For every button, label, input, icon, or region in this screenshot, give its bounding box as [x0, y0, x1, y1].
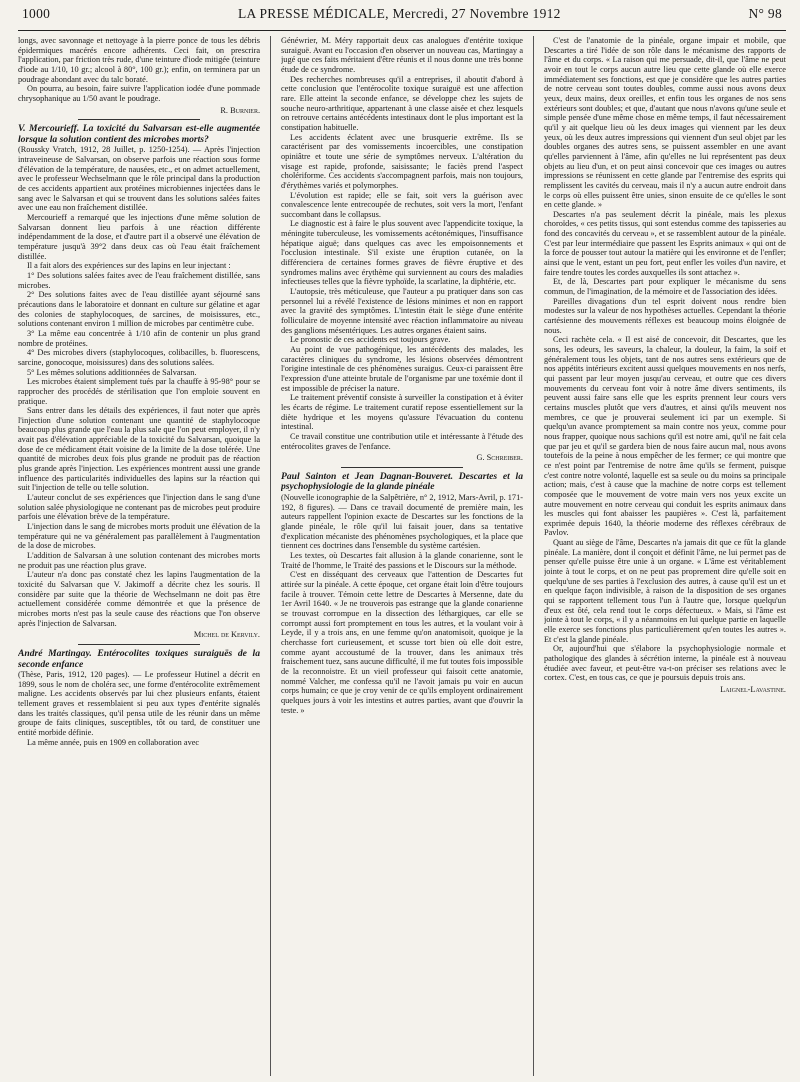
- paragraph: Le diagnostic est à faire le plus souvent avec l'appendicite toxique, la méningite tuberculeuse, les vomissements acétonémiques, l'insuffisance hépatique aiguë; dans quelques cas avec les empoisonnements et l'occlusion intestinale. S'il existe une éruption cutanée, on la différenciera de certaines formes graves de fièvre éruptive et des syndromes malins avec érythème qui surviennent au cours des maladies infectieuses telles que la fièvre typhoïde, la scarlatine, la diphtérie, etc.: [280, 219, 523, 287]
- article-heading: [18, 649, 260, 670]
- header-rule: [18, 30, 786, 31]
- paragraph: L'addition de Salvarsan à une solution contenant des microbes morts ne produit pas une réaction plus grave.: [18, 551, 261, 570]
- article-title: Paul Sainton et Jean Dagnan-Bouveret. Descartes et la psychophysiologie de la glande pinéale: [280, 470, 523, 493]
- paragraph: L'injection dans le sang de microbes morts produit une élévation de la température qui ne va généralement pas parallèlement à l'augmentation de la dose de microbes.: [18, 522, 261, 551]
- separator: [341, 467, 463, 468]
- paragraph: Mercourieff a remarqué que les injections d'une même solution de Salvarsan donnent lieu parfois à une réaction différente indépendamment de la dose, et d'autre part il a observé une élévation de température jusqu'à 39°2 dans deux cas où l'eau était fraîchement distillée.: [18, 213, 261, 261]
- paragraph: 3° La même eau concentrée à 1/10 afin de contenir un plus grand nombre de protéines.: [18, 328, 261, 348]
- page-number: 1000: [22, 6, 51, 21]
- article-heading: [281, 472, 523, 493]
- text-columns: [18, 36, 786, 1076]
- paragraph: L'évolution est rapide; elle se fait, soit vers la guérison avec convalescence lente entrecoupée de rechutes, soit vers la mort, l'enfant succombant dans le collapsus.: [280, 190, 523, 219]
- paragraph: Quant au siège de l'âme, Descartes n'a jamais dit que ce fût la glande pinéale. La manière, dont il conçoit et définit l'âme, ne lui permet pas de penser qu'elle puisse être unie à un organe. « L'âme est véritablement jointe à tout le corps, et on ne peut pas proprement dire qu'elle soit en quelqu'une de ses parties à l'exclusion des autres, à cause qu'il est un et en quelque façon indivisible, à raison de la disposition de ses organes qui se rapportent tellement tous l'un à l'autre que, lorsque quelqu'un d'eux est ôté, cela rend tout le corps défectueux. » Mais, si l'âme est jointe à tout le corps, « il y a néanmoins en lui quelque partie en laquelle elle exerce ses fonctions plus particulièrement qu'en toutes les autres ». Et c'est la glande pinéale.: [543, 538, 786, 644]
- paragraph: Les textes, où Descartes fait allusion à la glande conarienne, sont le Traité de l'homme, le Traité des passions et le Discours sur la méthode.: [280, 551, 523, 570]
- paragraph: Au point de vue pathogénique, les antécédents des malades, les caractères cliniques du syndrome, les lésions observées démontrent l'origine intestinale de ces phénomènes suraigus. Ceux-ci paraissent être l'expression d'une atteinte brutale de l'organisme par une toxémie dont il est impossible de préciser la nature.: [280, 345, 523, 393]
- paragraph: On pourra, au besoin, faire suivre l'application iodée d'une pommade chrysophanique au 1/50 avant le poudrage.: [18, 84, 261, 103]
- paragraph: L'autopsie, très méticuleuse, que l'auteur a pu pratiquer dans son cas personnel lui a révélé l'existence de lésions minimes et non en rapport avec la gravité des symptômes. L'intestin était le siège d'une entérite folliculaire de moyenne intensité avec réaction inflammatoire au niveau des ganglions mésentériques. Les autres organes étaient sains.: [280, 287, 523, 335]
- paragraph: Le traitement préventif consiste à surveiller la constipation et à éviter les écarts de régime. Le traitement curatif repose essentiellement sur la diète hydrique et les moyens qu'assure l'évacuation du contenu intestinal.: [280, 393, 523, 432]
- separator: [78, 119, 200, 120]
- column-1: [18, 36, 260, 1076]
- column-3: [544, 36, 786, 1076]
- paragraph: L'auteur n'a donc pas constaté chez les lapins l'augmentation de la toxicité du Salvarsan que V. Jakimoff a décrite chez les souris. Il considère par suite que la théorie de Wechselmann ne doit pas être actuellement considérée comme démontrée et que la présence de microbes morts n'est pas la seule cause des réactions que l'on observe après l'injection de Salvarsan.: [18, 570, 261, 628]
- signature: Laignel-Lavastine.: [720, 684, 786, 694]
- column-rule: [270, 36, 271, 1076]
- paragraph: Des recherches nombreuses qu'il a entreprises, il aboutit d'abord à cette conclusion que l'entérocolite toxique suraiguë est une affection rare. Elle atteint la seconde enfance, se développe chez les sujets de souche neuro-arthritique, appartenant à une classe aisée et chez lesquels on retrouve certains antécédents intestinaux dont le plus important est la constipation habituelle.: [280, 74, 523, 132]
- paragraph: Pareilles divagations d'un tel esprit doivent nous rendre bien modestes sur la valeur de nos hypothèses actuelles. Cependant la théorie cartésienne des mouvements réflexes est beaucoup moins éloignée de nous.: [543, 296, 786, 335]
- paragraph: L'auteur conclut de ses expériences que l'injection dans le sang d'une solution salée physiologique ne contenant pas de microbes peut produire parfois une élévation brève de la température.: [18, 493, 261, 522]
- issue-number: N° 98: [748, 6, 782, 21]
- paragraph: 2° Des solutions faites avec de l'eau distillée ayant séjourné sans précautions dans le laboratoire et donnant en culture sur gélatine et agar des colonies de staphylocoques, de sarcines, de moisissures, etc., solutions contenant environ 1 million de microbes par centimètre cube.: [18, 290, 261, 329]
- article-heading: [18, 124, 260, 145]
- paragraph: Or, aujourd'hui que s'élabore la psychophysiologie normale et pathologique des glandes à sécrétion interne, la pinéale est à nouveau étudiée avec faveur, et peut-être va-t-on préciser ses relations avec le cortex. C'est, en tous cas, ce que je poursuis depuis trois ans.: [543, 644, 786, 683]
- paragraph: Les microbes étaient simplement tués par la chauffe à 95-98° pour se rapprocher des procédés de stérilisation que l'on emploie souvent en pratique.: [18, 377, 261, 406]
- page-header: [18, 6, 786, 24]
- paragraph: (Roussky Vratch, 1912, 28 Juillet, p. 1250-1254). — Après l'injection intraveineuse de Salvarsan, on observe parfois une réaction sous forme d'élévation de la température, de nausées, etc., et on admet actuellement, avec le professeur Wechselmann que le rôle principal dans la production de ces accidents appartient aux protéines microbiennes injectées dans le sang avec le Salvarsan et qui se trouvent dans les solutions salées faites avec une eau non fraîchement distillée.: [18, 145, 261, 213]
- paragraph: C'est de l'anatomie de la pinéale, organe impair et mobile, que Descartes a tiré l'idée de son rôle dans le mécanisme des rapports de l'âme et du corps. « La raison qui me persuade, dit-il, que l'âme ne peut avoir en tout le corps aucun autre lieu que cette glande où elle exerce immédiatement ses fonctions, est que je considère que les autres parties de notre cerveau sont toutes doubles, comme aussi nous avons deux yeux, deux mains, deux oreilles, et enfin tous les organes de nos sens extérieurs sont doubles; et que, d'autant que nous n'avons qu'une seule et simple pensée d'une même chose en même temps, il faut nécessairement qu'il y ait quelque lieu où les deux images qui viennent par les deux yeux, où les deux autres impressions qui viennent d'un seul objet par les doubles organes des autres sens, se puissent assembler en une avant qu'elles parviennent à l'âme, afin qu'elles ne lui représentent pas deux objets au lieu d'un, et on peut ainsi concevoir que ces images ou autres impressions se réunissent en cette glande par l'entremise des esprits qui remplissent les cavités du cerveau, mais il n'y a aucun autre endroit dans le corps où elles puissent être unies, sinon ensuite de ce qu'elles le sont en cette glande. »: [543, 36, 786, 210]
- paragraph: (Nouvelle iconographie de la Salpêtrière, n° 2, 1912, Mars-Avril, p. 171-192, 8 figures). — Dans ce travail documenté de première main, les auteurs rappellent l'opinion exacte de Descartes sur les fonctions de la glande pinéale, le rôle qu'il lui faisait jouer, dans sa tentative d'explication mécaniste des phénomènes psychologiques, et la place que tiennent ces doctrines dans l'ensemble du système cartésien.: [280, 493, 523, 551]
- paragraph: Sans entrer dans les détails des expériences, il faut noter que après l'injection d'une solution contenant une quantité de staphylocoque beaucoup plus grande que l'eau la plus sale que l'on peut employer, il n'y avait pas d'élévation appréciable de la toxicité du Salvarsan, quoique la dose de ce médicament était voisine de la limite de la dose tolérée. Une quantité de microbes deux fois plus grande ne produit pas de réaction plus grande après l'injection. Les expériences montrent aussi une grande influence des particularités individuelles des lapins sur la réaction qui suit l'injection de telle ou telle solution.: [18, 406, 261, 493]
- column-rule: [533, 36, 534, 1076]
- paragraph: Ceci rachète cela. « Il est aisé de concevoir, dit Descartes, que les sons, les odeurs, les saveurs, la chaleur, la douleur, la faim, la soif et généralement tous les objets, tant de nos autres sens extérieurs que de nos appétits intérieurs excitent aussi quelques mouvements en nos nerfs, qui passent par leur moyen jusqu'au cerveau, et outre que ces divers mouvements du cerveau font voir à notre âme divers sentiments, ils peuvent aussi faire sans elle que les esprits prennent leur cours vers certains muscles plutôt que vers d'autres, et ainsi qu'ils meuvent nos membres, ce que je prouverai seulement ici par un exemple. Si quelqu'un avance promptement sa main contre nos yeux, comme pour nous frapper, quoique nous sachions qu'il est notre ami, qu'il ne fait cela que par jeu et qu'il se gardera bien de nous faire aucun mal, nous avons toutefois de la peine à nous empêcher de les fermer; ce qui montre que ce n'est point par l'entremise de notre âme qu'ils se ferment, puisque c'est contre notre volonté, laquelle est sa seule ou du moins sa principale action; mais, c'est à cause que la machine de notre corps est tellement composée que le mouvement de votre main vers nos yeux excite un autre mouvement en notre cerveau qui conduit les esprits animaux dans les muscles qui font abaisser les paupières ». C'est là, parfaitement exprimée depuis 1640, la théorie moderne des réflexes cérébraux de Pavlov.: [543, 335, 786, 538]
- paragraph: longs, avec savonnage et nettoyage à la pierre ponce de tous les débris épidermiques macérés encore adhérents. Ceci fait, on prescrira l'application, par friction très rude, d'une teinture d'iode mitigée (teinture d'iode au 1/10, 10 gr.; alcool à 80°, 100 gr.); enfin, on terminera par un poudrage abondant avec du talc boraté.: [18, 36, 261, 84]
- paragraph: C'est en disséquant des cerveaux que l'attention de Descartes fut attirée sur la pinéale. A cette époque, cet organe était loin d'être toujours facile à trouver. Témoin cette lettre de Descartes à Mersenne, date du 1er Avril 1640. « Je ne trouverois pas estrange que la glande conarienne se trouvast corrompue en la dissection des léthargiques, car elle se corrompt aussi fort promptement en tous les autres, et la voulant voir à Leyde, il y a trois ans, en une femme qu'on anatomisoit, quoique je la cherchasse fort curieusement, et scusse tort bien où elle doit estre, comme ayant accoustumé de la trouver, dans les animaux très fraischement tuez, sans aucune difficulté, il me fut toutes fois impossible de la reconnoistre. Et un vieil professeur qui faisoit cette anatomie, nommé Valcher, me confessa qu'il ne l'avoit jamais pu voir en aucun corps humain; ce que je croy venir de ce qu'ils employent ordinairement quelques jours à voir les intestins et autres parties, avant que d'ouvrir la teste. »: [280, 570, 523, 715]
- paragraph: Les accidents éclatent avec une brusquerie extrême. Ils se caractérisent par des vomissements incoercibles, une constipation opiniâtre et toute une série de symptômes nerveux. L'altération du visage est rapide, profonde, saisissante; le faciès prend l'aspect cholériforme. Ces accidents s'accompagnent parfois, mais non toujours, d'érythèmes variés et polymorphes.: [280, 132, 523, 190]
- paragraph: Le pronostic de ces accidents est toujours grave.: [289, 335, 451, 345]
- signature: G. Schreiber.: [476, 453, 523, 463]
- paragraph: (Thèse, Paris, 1912, 120 pages). — Le professeur Hutinel a décrit en 1899, sous le nom de choléra sec, une forme d'entérocolite extrêmement maligne. Les accidents observés par lui chez plusieurs enfants, étaient tellement graves et ressemblaient si peu aux types d'entérite signalés dans les traités classiques, qu'il pensa utile de les réunir dans un même groupe de faits cliniques, susceptibles, tôt ou tard, de constituer une entité morbide définie.: [18, 670, 261, 738]
- paragraph: 4° Des microbes divers (staphylocoques, colibacilles, b. fluorescens, sarcine, gonocoque, moisissures) dans des solutions salées.: [18, 348, 261, 367]
- column-2: [281, 36, 523, 1076]
- paragraph: 1° Des solutions salées faites avec de l'eau fraîchement distillée, sans microbes.: [18, 270, 261, 290]
- paragraph: Ce travail constitue une contribution utile et intéressante à l'étude des entérocolites graves de l'enfance.: [280, 431, 523, 451]
- paragraph: Généwrier, M. Méry rapportait deux cas analogues d'entérite toxique suraiguë. Avant eu l'occasion d'en observer un nouveau cas, Martingay a jugé que ces faits méritaient d'être réunis et il nous donne une très bonne étude de ce syndrome.: [280, 36, 523, 74]
- paragraph: 5° Les mêmes solutions additionnées de Salvarsan.: [27, 367, 197, 377]
- paragraph: Et, de là, Descartes part pour expliquer le mécanisme du sens commun, de l'imagination, de la mémoire et de l'association des idées.: [543, 277, 786, 297]
- article-title: V. Mercourieff. La toxicité du Salvarsan est-elle augmentée lorsque la solution contient des microbes morts?: [18, 123, 261, 145]
- paragraph: Il a fait alors des expériences sur des lapins en leur injectant :: [27, 261, 231, 271]
- signature: Michel de Kervily.: [193, 630, 261, 640]
- paragraph: Descartes n'a pas seulement décrit la pinéale, mais les plexus choroïdes, « ces petits tissus, qui sont estendus comme des tapisseries au fond des concavités du cerveau », et se rassemblent autour de la pinéale. C'est par leur intermédiaire que passent les Esprits animaux « qui ont de la force de pousser tout autour la matière qui les environne et de l'enfler; ainsi que le vent, estant un peu fort, peut enfler les voiles d'un navire, et faire tendre toutes les cordes auxquelles ils sont attachez ».: [543, 209, 786, 277]
- signature: R. Burnier.: [220, 105, 261, 115]
- journal-title: LA PRESSE MÉDICALE, Mercredi, 27 Novembre 1912: [237, 6, 561, 21]
- paragraph: La même année, puis en 1909 en collaboration avec: [27, 737, 200, 747]
- article-title: André Martingay. Entérocolites toxiques suraiguës de la seconde enfance: [18, 647, 261, 670]
- separator: [78, 644, 200, 645]
